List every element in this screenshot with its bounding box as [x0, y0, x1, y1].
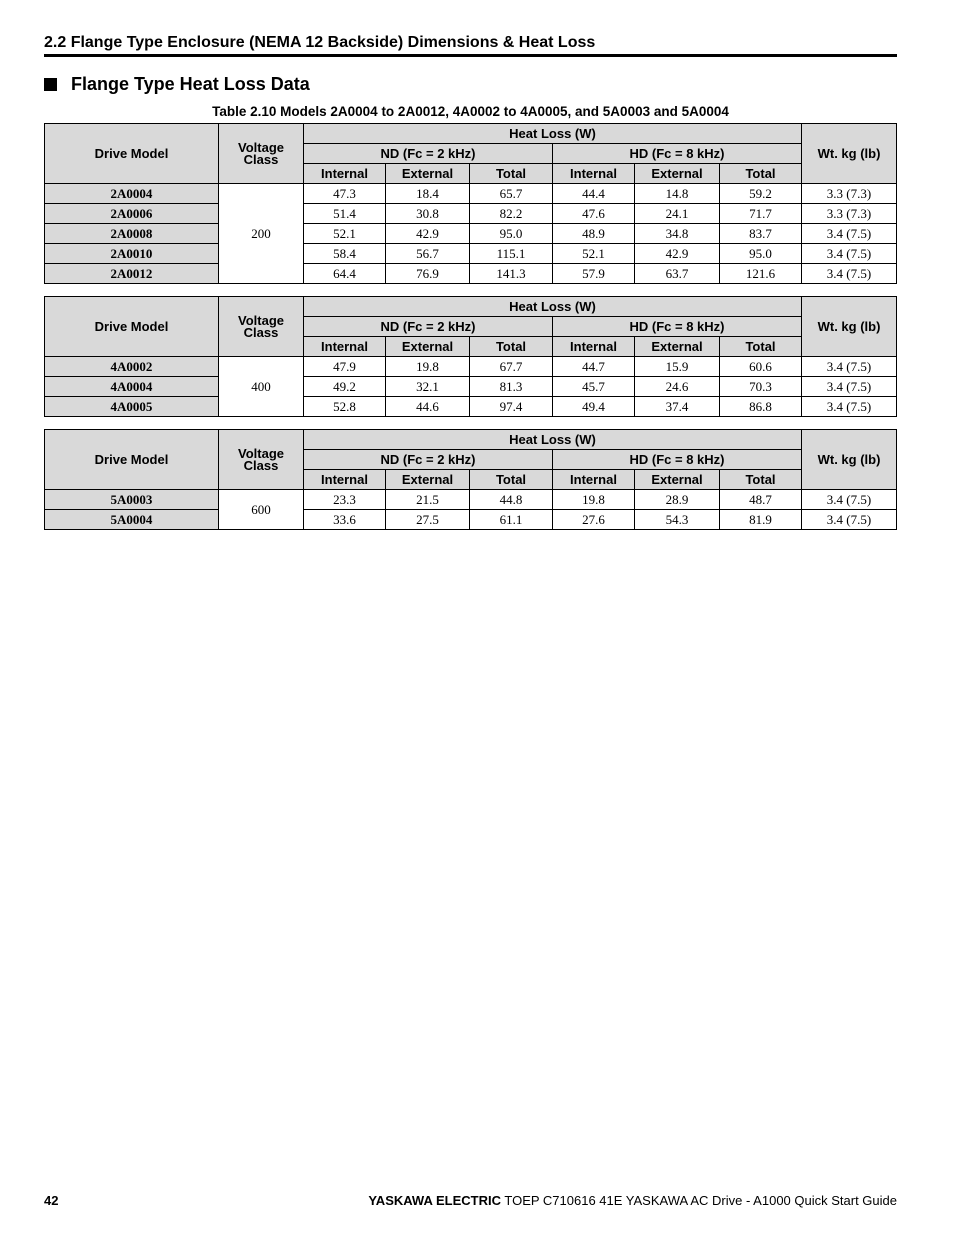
hd-external-cell: 63.7	[635, 264, 720, 284]
nd-external-cell: 56.7	[386, 244, 470, 264]
drive-model-header: Drive Model	[45, 430, 219, 490]
nd-internal-cell: 64.4	[304, 264, 386, 284]
hd-total-cell: 83.7	[720, 224, 802, 244]
weight-cell: 3.4 (7.5)	[802, 224, 897, 244]
table-row	[45, 377, 897, 397]
nd-external-cell: 18.4	[386, 184, 470, 204]
nd-total-cell: 61.1	[470, 510, 553, 530]
voltage-header-line: Voltage	[238, 312, 284, 328]
footer-doc-text: TOEP C710616 41E YASKAWA AC Drive - A1000 Quick Start Guide	[501, 1193, 897, 1208]
hd-header: HD (Fc = 8 kHz)	[553, 144, 802, 164]
nd-total-cell: 65.7	[470, 184, 553, 204]
voltage-header-line: Class	[243, 324, 279, 340]
internal-column-header: Internal	[553, 164, 635, 184]
section-title: 2.2 Flange Type Enclosure (NEMA 12 Backside) Dimensions & Heat Loss	[44, 33, 897, 57]
weight-cell: 3.4 (7.5)	[802, 264, 897, 284]
weight-header: Wt. kg (lb)	[802, 430, 897, 490]
drive-model-cell: 5A0004	[45, 510, 219, 530]
internal-column-header: Internal	[304, 164, 386, 184]
nd-internal-cell: 52.1	[304, 224, 386, 244]
nd-external-cell: 30.8	[386, 204, 470, 224]
hd-external-cell: 37.4	[635, 397, 720, 417]
nd-external-cell: 21.5	[386, 490, 470, 510]
drive-model-header: Drive Model	[45, 297, 219, 357]
nd-total-cell: 97.4	[470, 397, 553, 417]
drive-model-cell: 2A0006	[45, 204, 219, 224]
drive-model-cell: 4A0004	[45, 377, 219, 397]
nd-header: ND (Fc = 2 kHz)	[304, 450, 553, 470]
hd-total-cell: 48.7	[720, 490, 802, 510]
header-row	[45, 297, 897, 317]
drive-model-cell: 4A0005	[45, 397, 219, 417]
voltage-class-header	[219, 430, 304, 490]
heat-loss-header: Heat Loss (W)	[304, 430, 802, 450]
nd-internal-cell: 58.4	[304, 244, 386, 264]
voltage-class-cell: 600	[219, 490, 304, 530]
nd-external-cell: 19.8	[386, 357, 470, 377]
table-row	[45, 244, 897, 264]
table-row	[45, 204, 897, 224]
footer-document-info	[368, 1193, 897, 1208]
table-caption: Table 2.10 Models 2A0004 to 2A0012, 4A0002 to 4A0005, and 5A0003 and 5A0004	[212, 104, 729, 119]
hd-internal-cell: 52.1	[553, 244, 635, 264]
table-row	[45, 357, 897, 377]
hd-external-cell: 42.9	[635, 244, 720, 264]
nd-external-cell: 42.9	[386, 224, 470, 244]
hd-external-cell: 28.9	[635, 490, 720, 510]
nd-total-cell: 67.7	[470, 357, 553, 377]
heat-loss-table-600v	[44, 429, 897, 530]
footer-brand: YASKAWA ELECTRIC	[368, 1193, 501, 1208]
weight-cell: 3.4 (7.5)	[802, 510, 897, 530]
nd-external-cell: 32.1	[386, 377, 470, 397]
heat-loss-header: Heat Loss (W)	[304, 124, 802, 144]
weight-cell: 3.3 (7.3)	[802, 184, 897, 204]
page-number: 42	[44, 1193, 59, 1208]
weight-cell: 3.4 (7.5)	[802, 357, 897, 377]
drive-model-header: Drive Model	[45, 124, 219, 184]
internal-column-header: Internal	[304, 337, 386, 357]
hd-header: HD (Fc = 8 kHz)	[553, 450, 802, 470]
table-row	[45, 510, 897, 530]
nd-total-cell: 95.0	[470, 224, 553, 244]
total-column-header: Total	[470, 164, 553, 184]
hd-internal-cell: 49.4	[553, 397, 635, 417]
weight-cell: 3.3 (7.3)	[802, 204, 897, 224]
hd-internal-cell: 27.6	[553, 510, 635, 530]
hd-internal-cell: 57.9	[553, 264, 635, 284]
hd-total-cell: 86.8	[720, 397, 802, 417]
hd-external-cell: 24.6	[635, 377, 720, 397]
nd-internal-cell: 49.2	[304, 377, 386, 397]
table-row	[45, 184, 897, 204]
subsection-heading	[44, 73, 310, 95]
weight-header: Wt. kg (lb)	[802, 124, 897, 184]
heat-loss-table-400v	[44, 296, 897, 417]
drive-model-cell: 2A0010	[45, 244, 219, 264]
hd-total-cell: 95.0	[720, 244, 802, 264]
drive-model-cell: 2A0012	[45, 264, 219, 284]
hd-internal-cell: 19.8	[553, 490, 635, 510]
total-column-header: Total	[720, 337, 802, 357]
hd-total-cell: 81.9	[720, 510, 802, 530]
nd-total-cell: 141.3	[470, 264, 553, 284]
nd-total-cell: 115.1	[470, 244, 553, 264]
hd-total-cell: 59.2	[720, 184, 802, 204]
hd-external-cell: 54.3	[635, 510, 720, 530]
total-column-header: Total	[720, 470, 802, 490]
hd-internal-cell: 44.4	[553, 184, 635, 204]
external-column-header: External	[386, 337, 470, 357]
external-column-header: External	[635, 337, 720, 357]
hd-internal-cell: 47.6	[553, 204, 635, 224]
nd-header: ND (Fc = 2 kHz)	[304, 317, 553, 337]
internal-column-header: Internal	[304, 470, 386, 490]
external-column-header: External	[386, 470, 470, 490]
hd-external-cell: 14.8	[635, 184, 720, 204]
table-row	[45, 397, 897, 417]
nd-external-cell: 44.6	[386, 397, 470, 417]
hd-total-cell: 70.3	[720, 377, 802, 397]
total-column-header: Total	[470, 337, 553, 357]
drive-model-cell: 5A0003	[45, 490, 219, 510]
hd-external-cell: 34.8	[635, 224, 720, 244]
internal-column-header: Internal	[553, 337, 635, 357]
weight-cell: 3.4 (7.5)	[802, 377, 897, 397]
hd-internal-cell: 45.7	[553, 377, 635, 397]
hd-total-cell: 121.6	[720, 264, 802, 284]
table-row	[45, 490, 897, 510]
voltage-class-cell: 400	[219, 357, 304, 417]
heat-loss-header: Heat Loss (W)	[304, 297, 802, 317]
drive-model-cell: 2A0008	[45, 224, 219, 244]
header-row	[45, 124, 897, 144]
hd-total-cell: 60.6	[720, 357, 802, 377]
voltage-class-cell: 200	[219, 184, 304, 284]
external-column-header: External	[386, 164, 470, 184]
internal-column-header: Internal	[553, 470, 635, 490]
voltage-header-line: Voltage	[238, 139, 284, 155]
nd-internal-cell: 47.3	[304, 184, 386, 204]
hd-internal-cell: 48.9	[553, 224, 635, 244]
voltage-header-line: Class	[243, 151, 279, 167]
weight-cell: 3.4 (7.5)	[802, 397, 897, 417]
weight-header: Wt. kg (lb)	[802, 297, 897, 357]
nd-internal-cell: 52.8	[304, 397, 386, 417]
hd-total-cell: 71.7	[720, 204, 802, 224]
nd-internal-cell: 23.3	[304, 490, 386, 510]
total-column-header: Total	[470, 470, 553, 490]
square-bullet-icon	[44, 78, 57, 91]
hd-external-cell: 15.9	[635, 357, 720, 377]
external-column-header: External	[635, 470, 720, 490]
hd-internal-cell: 44.7	[553, 357, 635, 377]
weight-cell: 3.4 (7.5)	[802, 490, 897, 510]
voltage-class-header	[219, 124, 304, 184]
header-row	[45, 430, 897, 450]
nd-total-cell: 82.2	[470, 204, 553, 224]
external-column-header: External	[635, 164, 720, 184]
nd-internal-cell: 47.9	[304, 357, 386, 377]
heat-loss-table-200v	[44, 123, 897, 284]
nd-external-cell: 27.5	[386, 510, 470, 530]
subsection-title: Flange Type Heat Loss Data	[71, 74, 310, 94]
nd-header: ND (Fc = 2 kHz)	[304, 144, 553, 164]
table-row	[45, 224, 897, 244]
table-row	[45, 264, 897, 284]
nd-total-cell: 81.3	[470, 377, 553, 397]
voltage-header-line: Class	[243, 457, 279, 473]
nd-external-cell: 76.9	[386, 264, 470, 284]
voltage-class-header	[219, 297, 304, 357]
weight-cell: 3.4 (7.5)	[802, 244, 897, 264]
nd-internal-cell: 33.6	[304, 510, 386, 530]
hd-external-cell: 24.1	[635, 204, 720, 224]
voltage-header-line: Voltage	[238, 445, 284, 461]
drive-model-cell: 4A0002	[45, 357, 219, 377]
total-column-header: Total	[720, 164, 802, 184]
nd-internal-cell: 51.4	[304, 204, 386, 224]
hd-header: HD (Fc = 8 kHz)	[553, 317, 802, 337]
drive-model-cell: 2A0004	[45, 184, 219, 204]
nd-total-cell: 44.8	[470, 490, 553, 510]
